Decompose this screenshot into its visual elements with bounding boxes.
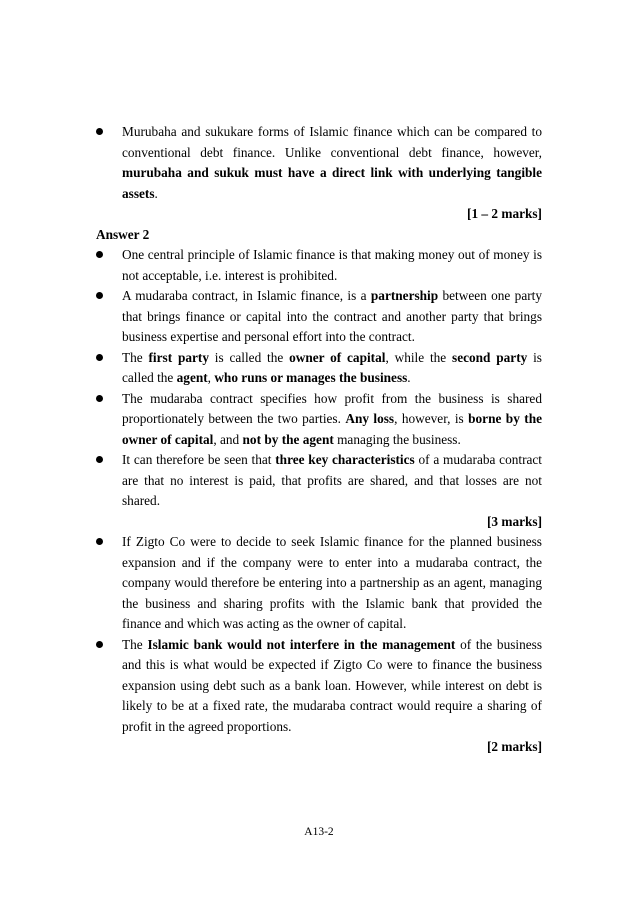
- page-number: A13-2: [304, 826, 334, 838]
- body-text: ,: [207, 370, 215, 385]
- marks-label: [3 marks]: [486, 513, 542, 529]
- bold-text: three key characteristics: [275, 452, 415, 467]
- bullet-item: [96, 389, 542, 451]
- marks-label: [2 marks]: [486, 739, 542, 754]
- bold-text: partnership: [370, 288, 439, 303]
- bold-text: agent: [176, 370, 208, 385]
- bullet-item: [96, 635, 542, 738]
- marks-label: [1 – 2 marks]: [467, 206, 542, 221]
- bold-text: second party: [452, 349, 528, 365]
- bullet-icon: [96, 456, 103, 463]
- bullet-icon: [96, 292, 103, 299]
- bullet-item: [96, 245, 542, 286]
- body-text: It can therefore be seen that: [122, 452, 276, 467]
- body-text: .: [154, 185, 158, 201]
- bold-text: Any loss: [345, 411, 395, 426]
- body-text: The mudaraba contract specifies how profit from the business is shared proportionately between the two parties.: [122, 390, 542, 426]
- body-text: One central principle of Islamic finance is that making money out of money is not acceptable, i.e. interest is prohibited.: [122, 247, 542, 283]
- bullet-item: [96, 286, 542, 348]
- bold-text: murubaha and sukuk must have a direct link with underlying tangible assets: [122, 165, 542, 201]
- bold-text: who runs or manages the business: [214, 370, 408, 385]
- bullet-icon: [96, 128, 103, 135]
- answer-heading: Answer 2: [96, 226, 150, 242]
- bullet-icon: [96, 251, 103, 258]
- body-text: Murubaha and sukukare forms of Islamic finance which can be compared to conventional debt finance. Unlike conventional debt finance, however,: [122, 124, 542, 160]
- bold-text: not by the agent: [242, 431, 334, 447]
- body-text: between one party that brings finance or capital into the contract and another party that brings business expertise and personal effort into the contract.: [122, 288, 542, 344]
- body-text: of a mudaraba contract are that no interest is paid, that profits are shared, and that losses are not shared.: [122, 452, 542, 508]
- document-body: [96, 122, 542, 758]
- body-text: , and: [213, 431, 243, 447]
- bullet-item: [96, 122, 542, 204]
- body-text: The: [122, 349, 149, 365]
- bold-text: Islamic bank would not interfere in the management: [147, 636, 456, 652]
- bold-text: owner of capital: [289, 349, 386, 365]
- bullet-item: [96, 450, 542, 512]
- body-text: If Zigto Co were to decide to seek Islamic finance for the planned business expansion and if the company were to enter into a mudaraba contract, the company would therefore be entering into a partnership as an agent, managing the business and sharing profits with the Islamic bank that provided the finance and which was acting as the owner of capital.: [122, 534, 542, 631]
- bullet-item: [96, 532, 542, 635]
- bullet-item: [96, 348, 542, 389]
- body-text: A mudaraba contract, in Islamic finance, is a: [122, 288, 371, 303]
- bold-text: first party: [148, 349, 209, 365]
- bold-text: borne by the owner of capital: [122, 411, 542, 447]
- bullet-icon: [96, 354, 103, 361]
- body-text: managing the business.: [333, 431, 461, 447]
- body-text: is called the: [208, 349, 290, 365]
- bullet-icon: [96, 641, 103, 648]
- body-text: , while the: [385, 349, 453, 365]
- body-text: of the business and this is what would be expected if Zigto Co were to finance the business expansion using debt such as a bank loan. However, while interest on debt is likely to be at a fixed rate, the mudaraba contract would require a sharing of profit in the agreed proportions.: [122, 636, 542, 734]
- bullet-icon: [96, 538, 103, 545]
- body-text: The: [122, 636, 148, 652]
- bullet-icon: [96, 395, 103, 402]
- body-text: .: [407, 370, 411, 385]
- body-text: , however, is: [394, 411, 469, 426]
- body-text: is called the: [122, 349, 542, 385]
